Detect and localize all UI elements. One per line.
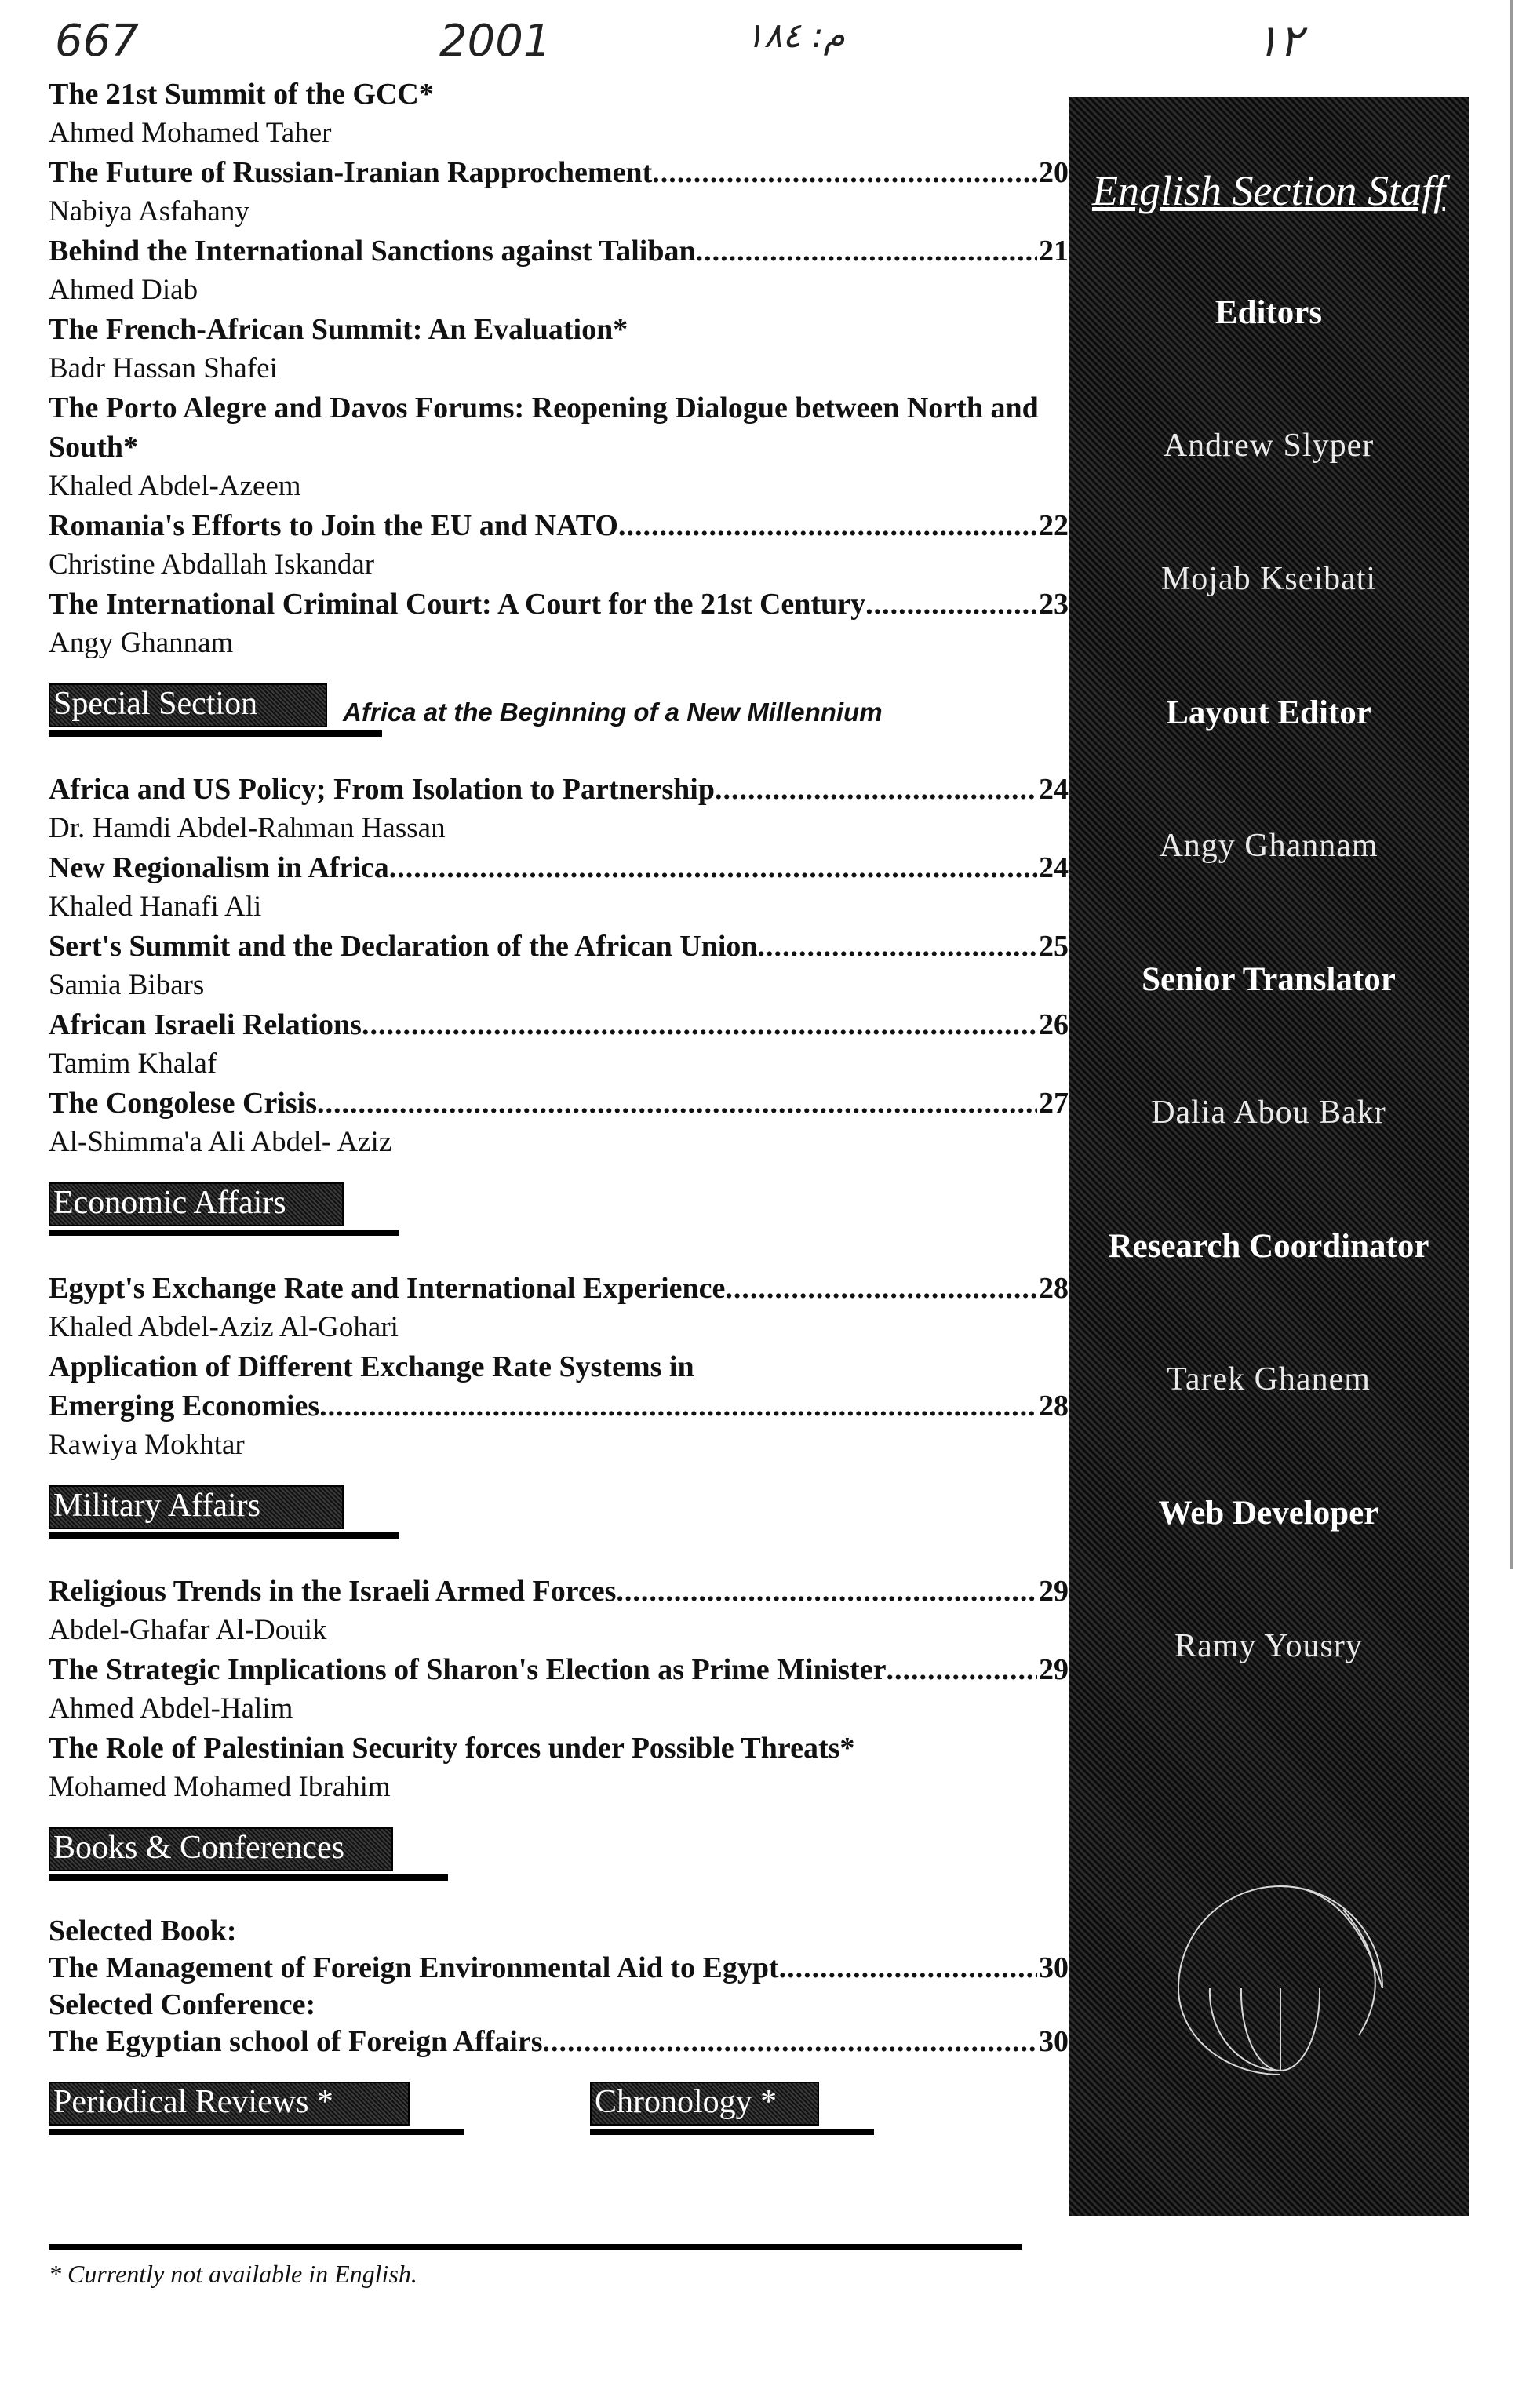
section-underline	[49, 1230, 399, 1236]
toc-entry[interactable]	[49, 310, 1069, 388]
section-label: Economic Affairs	[53, 1185, 286, 1221]
entry-title-text: The Future of Russian-Iranian Rapprochement	[49, 156, 653, 189]
leader-dots	[362, 1005, 1037, 1044]
entry-title-text: Emerging Economies	[49, 1390, 320, 1423]
leader-dots	[758, 927, 1037, 966]
footer-rule	[49, 2244, 1022, 2250]
leader-dots	[779, 1948, 1037, 1987]
toc-entry[interactable]	[49, 585, 1069, 663]
handwritten-annotation-1: 667	[55, 16, 139, 67]
entry-author: Rawiya Mokhtar	[49, 1429, 245, 1461]
page-number: 29	[1039, 1575, 1069, 1608]
entry-title-text: Religious Trends in the Israeli Armed Forces	[49, 1575, 617, 1608]
section-header	[49, 1485, 1069, 1572]
toc-subheading	[49, 1914, 1069, 1948]
leader-dots	[317, 1084, 1037, 1123]
entry-author: Ahmed Abdel-Halim	[49, 1692, 293, 1725]
entry-title	[49, 770, 1069, 809]
subheading-text: Selected Book:	[49, 1914, 237, 1947]
section-subtitle: Africa at the Beginning of a New Millennium	[343, 698, 883, 727]
entry-title	[49, 1005, 1069, 1044]
toc-entry[interactable]	[49, 75, 1069, 153]
entry-title-text: The 21st Summit of the GCC*	[49, 78, 434, 111]
entry-title	[49, 231, 1069, 271]
leader-dots	[725, 1269, 1037, 1308]
entry-title	[49, 1948, 1069, 1987]
toc-entry[interactable]	[49, 153, 1069, 231]
entry-author: Dr. Hamdi Abdel-Rahman Hassan	[49, 812, 446, 844]
toc-entry[interactable]	[49, 1269, 1069, 1347]
globe-logo-icon	[1163, 1878, 1398, 2082]
toc-entry[interactable]	[49, 770, 1069, 848]
footnote: * Currently not available in English.	[49, 2260, 417, 2288]
staff-role: Editors	[1215, 294, 1323, 331]
entry-title-text: The Egyptian school of Foreign Affairs	[49, 2025, 543, 2058]
staff-role: Layout Editor	[1166, 694, 1371, 731]
toc-entry[interactable]	[49, 1084, 1069, 1162]
entry-author: Ahmed Mohamed Taher	[49, 117, 332, 149]
entry-title	[49, 2022, 1069, 2061]
entry-title	[49, 1386, 1069, 1426]
entry-title-text: Egypt's Exchange Rate and International Experience	[49, 1272, 726, 1305]
staff-name: Andrew Slyper	[1163, 428, 1375, 464]
section-underline	[49, 1532, 399, 1539]
page-number: 23	[1039, 588, 1069, 621]
entry-author: Nabiya Asfahany	[49, 195, 249, 228]
entry-title	[49, 75, 1069, 114]
entry-title-text: African Israeli Relations	[49, 1008, 362, 1041]
entry-title-text: New Regionalism in Africa	[49, 851, 389, 884]
handwritten-annotation-4: ١٢	[1255, 16, 1303, 67]
entry-author: Mohamed Mohamed Ibrahim	[49, 1771, 391, 1803]
entry-author: Abdel-Ghafar Al-Douik	[49, 1614, 327, 1646]
entry-title	[49, 506, 1069, 545]
entry-title-text: The Role of Palestinian Security forces under Possible Threats*	[49, 1732, 855, 1765]
leader-dots	[652, 153, 1037, 192]
entry-author: Khaled Abdel-Aziz Al-Gohari	[49, 1311, 399, 1343]
entry-title-text: Behind the International Sanctions against Taliban	[49, 235, 696, 268]
staff-name: Ramy Yousry	[1174, 1628, 1363, 1664]
entry-author: Khaled Hanafi Ali	[49, 891, 262, 923]
toc-entry[interactable]	[49, 231, 1069, 310]
leader-dots	[696, 231, 1037, 271]
page-number: 24	[1039, 773, 1069, 806]
section-underline	[49, 730, 382, 737]
entry-author: Christine Abdallah Iskandar	[49, 548, 375, 581]
section-underline	[590, 2129, 874, 2135]
toc-entry[interactable]	[49, 506, 1069, 585]
section-label: Special Section	[53, 686, 258, 722]
leader-dots	[865, 585, 1037, 624]
handwritten-annotation-2: 2001	[439, 16, 552, 67]
entry-title-text: The Congolese Crisis	[49, 1087, 317, 1120]
entry-author: Tamim Khalaf	[49, 1047, 217, 1080]
staff-role: Senior Translator	[1142, 961, 1396, 998]
entry-author: Angy Ghannam	[49, 627, 234, 659]
entry-author: Samia Bibars	[49, 969, 205, 1001]
page-edge-rule	[1510, 0, 1513, 1569]
toc-entry[interactable]	[49, 1572, 1069, 1650]
entry-author: Al-Shimma'a Ali Abdel- Aziz	[49, 1126, 392, 1158]
sidebar-title: English Section Staff	[1092, 167, 1445, 214]
section-label: Military Affairs	[53, 1488, 261, 1524]
toc-entry[interactable]	[49, 927, 1069, 1005]
entry-title	[49, 1650, 1069, 1689]
entry-title-text: Application of Different Exchange Rate Systems in	[49, 1350, 694, 1383]
staff-name: Angy Ghannam	[1159, 828, 1378, 864]
entry-title-text: The French-African Summit: An Evaluation*	[49, 313, 628, 346]
page-number: 26	[1039, 1008, 1069, 1041]
section-header	[49, 1827, 1069, 1914]
entry-title	[49, 388, 1069, 467]
entry-title	[49, 1729, 1069, 1768]
leader-dots	[886, 1650, 1037, 1689]
toc-entry[interactable]	[49, 1729, 1069, 1807]
toc-entry[interactable]	[49, 2022, 1069, 2061]
table-of-contents	[49, 75, 1069, 2168]
entry-title	[49, 1269, 1069, 1308]
section-header	[49, 1182, 1069, 1269]
section-underline	[49, 1874, 448, 1881]
staff-name: Mojab Kseibati	[1160, 561, 1377, 597]
staff-sidebar	[1069, 97, 1469, 2216]
entry-title-text: The Management of Foreign Environmental Aid to Egypt	[49, 1951, 779, 1984]
entry-title	[49, 927, 1069, 966]
section-label: Books & Conferences	[53, 1830, 344, 1866]
leader-dots	[618, 506, 1037, 545]
section-header	[49, 683, 1069, 770]
entry-title-text: Africa and US Policy; From Isolation to Partnership	[49, 773, 715, 806]
toc-entry[interactable]	[49, 1948, 1069, 1987]
entry-title-text: The Strategic Implications of Sharon's Election as Prime Minister	[49, 1653, 887, 1686]
staff-role: Web Developer	[1158, 1495, 1379, 1532]
page-number: 30	[1039, 2025, 1069, 2058]
page-number: 21	[1039, 235, 1069, 268]
page-number: 25	[1039, 930, 1069, 963]
toc-entry[interactable]	[49, 388, 1069, 506]
entry-author: Khaled Abdel-Azeem	[49, 470, 301, 502]
entry-title-line	[49, 1347, 1069, 1386]
entry-title-text: Sert's Summit and the Declaration of the African Union	[49, 930, 758, 963]
entry-author: Ahmed Diab	[49, 274, 198, 306]
page-number: 28	[1039, 1390, 1069, 1423]
leader-dots	[319, 1386, 1037, 1426]
page-number: 20	[1039, 156, 1069, 189]
staff-name: Dalia Abou Bakr	[1151, 1095, 1386, 1131]
toc-entry[interactable]	[49, 848, 1069, 927]
handwritten-annotation-3: م: ١٨٤	[745, 16, 845, 56]
page-number: 29	[1039, 1653, 1069, 1686]
staff-role: Research Coordinator	[1108, 1228, 1429, 1265]
leader-dots	[616, 1572, 1037, 1611]
entry-title	[49, 585, 1069, 624]
toc-entry[interactable]	[49, 1650, 1069, 1729]
entry-title-text: The International Criminal Court: A Court for the 21st Century	[49, 588, 866, 621]
toc-entry[interactable]	[49, 1347, 1069, 1465]
section-header-pair	[49, 2082, 1069, 2168]
section-underline	[49, 2129, 464, 2135]
leader-dots	[543, 2022, 1038, 2061]
page-number: 28	[1039, 1272, 1069, 1305]
page-number: 22	[1039, 509, 1069, 542]
page-number: 27	[1039, 1087, 1069, 1120]
entry-title-text: The Porto Alegre and Davos Forums: Reopening Dialogue between North and South*	[49, 392, 1039, 464]
staff-name: Tarek Ghanem	[1167, 1361, 1371, 1397]
entry-title	[49, 310, 1069, 349]
entry-title	[49, 1572, 1069, 1611]
toc-entry[interactable]	[49, 1005, 1069, 1084]
leader-dots	[389, 848, 1037, 887]
page-number: 30	[1039, 1951, 1069, 1984]
entry-author: Badr Hassan Shafei	[49, 352, 278, 384]
entry-title-text: Romania's Efforts to Join the EU and NATO	[49, 509, 618, 542]
leader-dots	[715, 770, 1037, 809]
entry-title	[49, 848, 1069, 887]
page-number: 24	[1039, 851, 1069, 884]
entry-title	[49, 153, 1069, 192]
toc-subheading	[49, 1987, 1069, 2022]
subheading-text: Selected Conference:	[49, 1988, 316, 2021]
section-label-chronology: Chronology *	[595, 2084, 778, 2120]
section-label-periodical: Periodical Reviews *	[53, 2084, 333, 2120]
entry-title	[49, 1084, 1069, 1123]
